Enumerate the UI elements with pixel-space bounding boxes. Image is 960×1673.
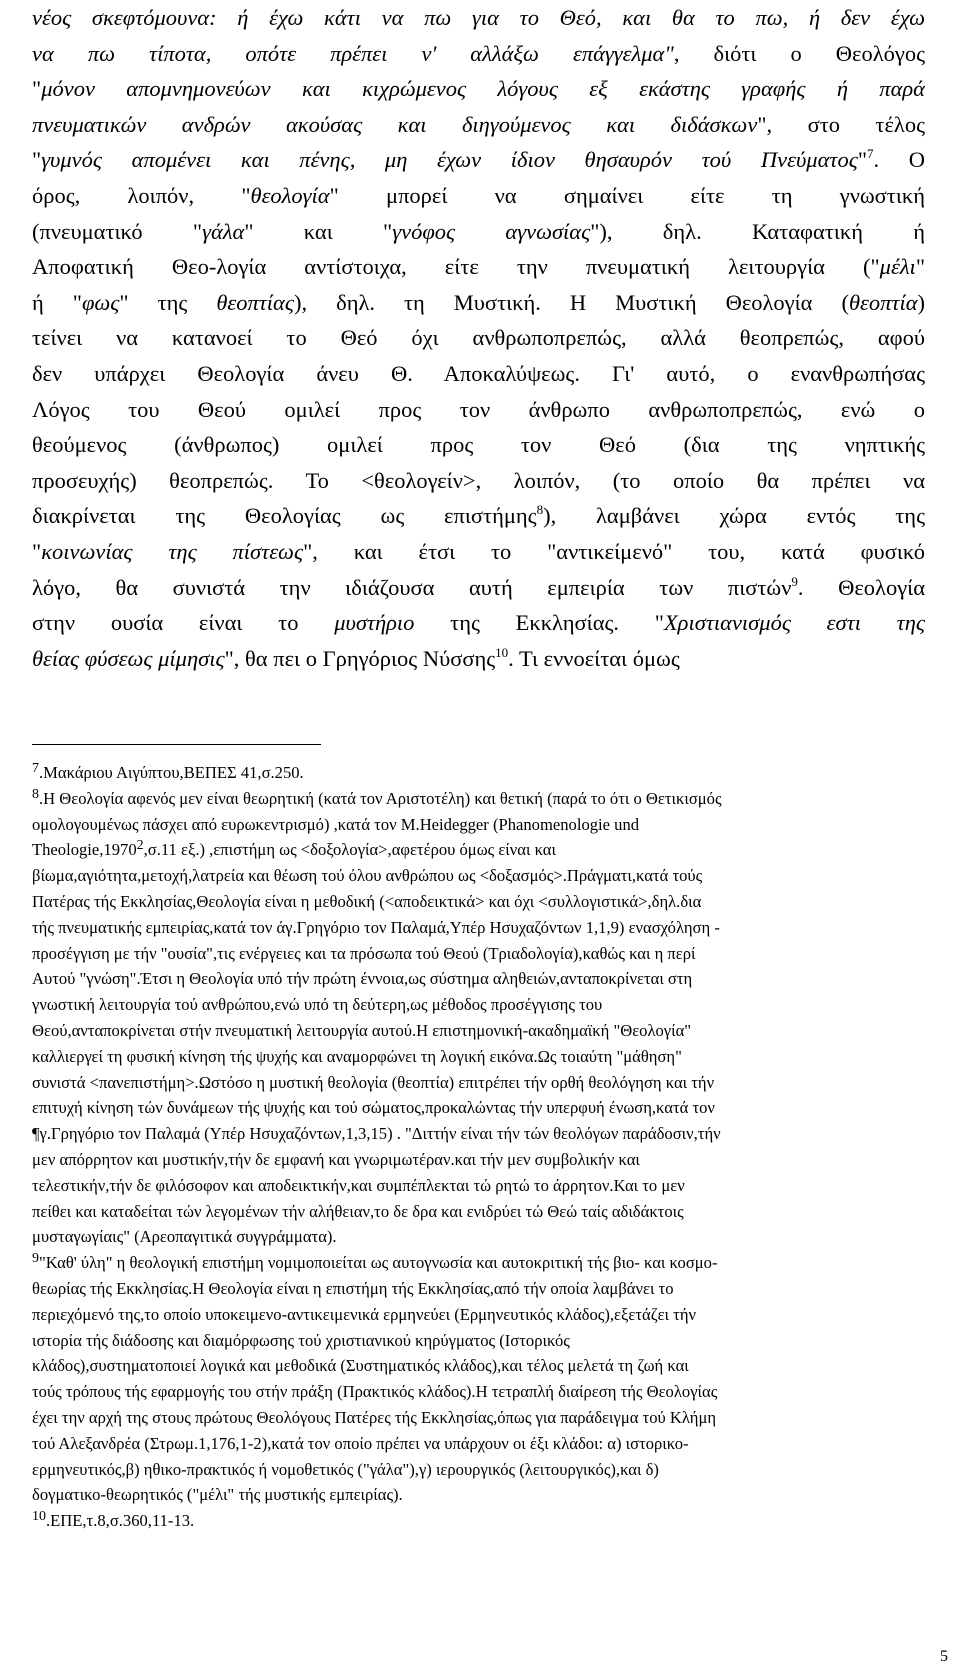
body-line — [32, 356, 925, 392]
footnote-ref: 7 — [867, 146, 874, 162]
footnote-line — [32, 1508, 925, 1534]
text-run: δογματικο-θεωρητικός ("μέλι" τής μυστικής εμπειρίας). — [32, 1485, 403, 1505]
text-run: τελεστικήν,τήν δε φιλόσοφον και αποδεικτικήν,και συμπέπλεκται τώ ρητώ το άρρητον.Και το μεν — [32, 1175, 685, 1195]
text-run: . Τι εννοείται όμως — [508, 645, 680, 671]
footnote-line — [32, 1302, 925, 1328]
text-run: " — [32, 147, 42, 173]
text-run: προσέγγιση με τήν "ουσία",τις ενέργειες και τα πρόσωπα τού Θεού (Τριαδολογία),καθώς και η περί — [32, 943, 696, 963]
text-run: περιεχόμενό της,το οποίο υποκειμενο-αντικειμενικά ερμηνεύει (Ερμηνευτικός κλάδος),εξετάζει τήν — [32, 1304, 697, 1324]
text-run: ", στο τέλος — [757, 111, 925, 137]
text-run: " και " — [244, 218, 393, 244]
text-run: τής πνευματικής εμπειρίας,κατά τον άγ.Γρηγόριο τον Παλαμά,Υπέρ Ησυχαζόντων 1,1,9) ενασχόληση - — [32, 917, 720, 937]
text-run: συνιστά <πανεπιστήμη>.Ωστόσο η μυστική θεολογία (θεοπτία) επιτρέπει τήν ορθή θεολόγηση και τήν — [32, 1072, 715, 1092]
text-run: .Μακάριου Αιγύπτου,ΒΕΠΕΣ 41,σ.250. — [39, 763, 304, 782]
footnote-line — [32, 786, 925, 812]
footnote-number: 8 — [32, 786, 39, 802]
text-run: διακρίνεται της Θεολογίας ως επιστήμης — [32, 503, 537, 529]
text-run: " — [32, 538, 42, 564]
footnote-line — [32, 1250, 925, 1276]
footnote-line — [32, 1147, 925, 1173]
text-run: όρος, λοιπόν, " — [32, 182, 251, 208]
footnote-line — [32, 812, 925, 838]
italic-text: θεοπτίας — [216, 289, 294, 315]
text-run: Αποφατική Θεο-λογία αντίστοιχα, είτε την πνευματική λειτουργία (" — [32, 254, 880, 280]
text-run: μυσταγωγίαις" (Αρεοπαγιτικά συγγράμματα). — [32, 1227, 337, 1247]
footnote-ref: 9 — [791, 573, 798, 589]
text-run: βίωμα,αγιότητα,μετοχή,λατρεία και θέωση τού όλου ανθρώπου ως <δοξασμός>.Πράγματι,κατά τούς — [32, 866, 703, 886]
body-line — [32, 142, 925, 178]
footnote-line — [32, 1070, 925, 1096]
text-run: " — [857, 147, 868, 173]
italic-text: γυμνός απομένει και πένης, μη έχων ίδιον θησαυρόν τού Πνεύματος — [41, 147, 858, 173]
text-run: Λόγος του Θεού ομιλεί προς τον άνθρωπο ανθρωποπρεπώς, ενώ ο — [32, 396, 925, 422]
body-line — [32, 214, 925, 250]
main-text — [32, 0, 925, 676]
footnote-line — [32, 889, 925, 915]
text-run: τείνει να κατανοεί το Θεό όχι ανθρωποπρεπώς, αλλά θεοπρεπώς, αφού — [32, 325, 925, 351]
italic-text: κοινωνίας της πίστεως — [41, 538, 304, 564]
text-run: " — [32, 76, 42, 102]
text-run: ", και έτσι το "αντικείμενό" του, κατά φυσικό — [303, 538, 925, 564]
body-line — [32, 71, 925, 107]
text-run: ¶γ.Γρηγόριο τον Παλαμά (Υπέρ Ησυχαζόντων,1,3,15) . "Διττήν είναι τήν τών θεολόγων παράδοσιν,τήν — [32, 1124, 721, 1144]
text-run: ), λαμβάνει χώρα εντός της — [543, 503, 925, 529]
footnote-line — [32, 837, 925, 863]
footnote-line — [32, 1457, 925, 1483]
footnote-line — [32, 1121, 925, 1147]
text-run: . Ο — [873, 147, 925, 173]
text-run: , διότι ο Θεολόγος — [673, 40, 925, 66]
text-run: της Εκκλησίας. " — [414, 610, 664, 636]
body-line — [32, 107, 925, 143]
text-run: ή " — [32, 289, 82, 315]
text-run: " — [915, 254, 925, 280]
text-run: δεν υπάρχει Θεολογία άνευ Θ. Αποκαλύψεως. Γι' αυτό, ο ενανθρωπήσας — [32, 360, 925, 386]
page-number: 5 — [940, 1648, 948, 1665]
text-run: ) — [917, 289, 925, 315]
body-line — [32, 285, 925, 321]
text-run: τού Αλεξανδρέα (Στρωμ.1,176,1-2),κατά τον οποίο πρέπει να υπάρχουν οι έξι κλάδοι: α) ιστορικο- — [32, 1433, 689, 1453]
footnote-number: 7 — [32, 761, 39, 776]
text-run: "), δηλ. Καταφατική ή — [590, 218, 925, 244]
footnote-line — [32, 1379, 925, 1405]
footnote-ref: 10 — [495, 644, 509, 660]
footnote-number: 2 — [136, 838, 144, 854]
text-run: Theologie,1970 — [32, 840, 137, 860]
footnote-line — [32, 1224, 925, 1250]
footnote-line — [32, 1276, 925, 1302]
footnote-line — [32, 1405, 925, 1431]
text-run: " της — [119, 289, 217, 315]
footnote-line — [32, 966, 925, 992]
text-run: προσευχής) θεοπρεπώς. Το <θεολογείν>, λοιπόν, (το οποίο θα πρέπει να — [32, 467, 925, 493]
footnote-line — [32, 863, 925, 889]
italic-text: μέλι — [879, 254, 916, 280]
text-run: ), δηλ. τη Μυστική. Η Μυστική Θεολογία ( — [294, 289, 849, 315]
body-line — [32, 427, 925, 463]
body-line — [32, 605, 925, 641]
italic-text: θεολογία — [250, 182, 330, 208]
italic-text: γάλα — [202, 218, 245, 244]
text-run: έχει την αρχή της στους πρώτους Θεολόγους Πατέρες τής Εκκλησίας,όπως για παράδειγμα τού Κλήμη — [32, 1407, 717, 1427]
footnote-line — [32, 1328, 925, 1354]
footnote-line — [32, 1018, 925, 1044]
text-run: ", θα πει ο Γρηγόριος Νύσσης — [224, 645, 496, 671]
body-line — [32, 570, 925, 606]
italic-text: Χριστιανισμός εστι της — [663, 610, 925, 636]
body-line — [32, 0, 925, 36]
text-run: Πατέρας τής Εκκλησίας,Θεολογία είναι η μεθοδική (<αποδεικτικά> και όχι <συλλογιστικά>,δηλ.δια — [32, 891, 702, 911]
footnote-line — [32, 992, 925, 1018]
footnote-number: 9 — [32, 1251, 39, 1267]
footnote-separator — [32, 744, 321, 745]
italic-text: μόνον απομνημονεύων και κιχρώμενος λόγους εξ εκάστης γραφής ή παρά — [41, 76, 925, 102]
italic-text: νέος σκεφτόμουνα: ή έχω κάτι να πω για το Θεό, και θα το πω, ή δεν έχω — [32, 5, 925, 30]
text-run: Αυτού "γνώση".Έτσι η Θεολογία υπό τήν πρώτη έννοια,ως σύστημα αληθειών,ανταποκρίνεται στη — [32, 969, 693, 989]
footnote-line — [32, 760, 925, 786]
text-run: "Καθ' ύλη" η θεολογική επιστήμη νομιμοποιείται ως αυτογνωσία και αυτοκριτική τής βιο- και κοσμο- — [39, 1253, 718, 1273]
body-line — [32, 534, 925, 570]
text-run: καλλιεργεί τη φυσική κίνηση τής ψυχής και αναμορφώνει τη λογική εικόνα.Ως τοιαύτη "μάθηση" — [32, 1046, 682, 1066]
italic-text: θεοπτία — [848, 289, 918, 315]
italic-text: μυστήριο — [334, 610, 415, 636]
text-run: μεν απόρρητον και μυστικήν,τήν δε εμφανή και γνωριμωτέραν.και τήν μεν συμβολικήν και — [32, 1149, 640, 1169]
text-run: Θεού,ανταποκρίνεται στήν πνευματική λειτουργία αυτού.Η επιστημονική-ακαδημαϊκή "Θεολογία" — [32, 1020, 692, 1040]
text-run: στην ουσία είναι το — [32, 610, 335, 636]
text-run: (πνευματικό " — [32, 218, 203, 244]
text-run: θεούμενος (άνθρωπος) ομιλεί προς τον Θεό (δια της νηπτικής — [32, 432, 925, 458]
footnotes — [32, 760, 925, 1534]
body-line — [32, 36, 925, 72]
text-run: ερμηνευτικός,β) ηθικο-πρακτικός ή νομοθετικός ("γάλα"),γ) ιερουργικός (λειτουργικός),και δ) — [32, 1459, 659, 1479]
text-run: ιστορία τής διάδοσης και διαμόρφωσης τού χριστιανικού κηρύγματος (Ιστορικός — [32, 1330, 570, 1350]
italic-text: φως — [81, 289, 120, 315]
text-run: " μπορεί να σημαίνει είτε τη γνωστική — [329, 182, 925, 208]
text-run: .ΕΠΕ,τ.8,σ.360,11-13. — [46, 1511, 195, 1531]
text-run: πείθει και καταδείται τών λεγομένων τήν αλήθειαν,το δε δρα και ενιδρύει τώ Θεώ ταίς αδιδάκτοις — [32, 1201, 684, 1221]
footnote-line — [32, 1095, 925, 1121]
text-run: λόγο, θα συνιστά την ιδιάζουσα αυτή εμπειρία των πιστών — [32, 574, 792, 600]
body-line — [32, 641, 925, 677]
body-line — [32, 392, 925, 428]
text-run: θεωρίας τής Εκκλησίας.Η Θεολογία είναι η επιστήμη τής Εκκλησίας,από τήν οποία λαμβάνει το — [32, 1278, 674, 1298]
footnote-line — [32, 1482, 925, 1508]
footnote-line — [32, 941, 925, 967]
text-run: ομολογουμένως πάσχει από ευρωκεντρισμό) ,κατά τον M.Heidegger (Phanomenologie und — [32, 814, 640, 834]
italic-text: γνόφος αγνωσίας — [392, 218, 591, 244]
body-line — [32, 498, 925, 534]
body-line — [32, 320, 925, 356]
footnote-line — [32, 1353, 925, 1379]
body-line — [32, 249, 925, 285]
text-run: γνωστική λειτουργία τού ανθρώπου,ενώ υπό τη δεύτερη,ως μέθοδος προσέγγισης του — [32, 995, 603, 1015]
text-run: επιτυχή κίνηση τών δυνάμεων τής ψυχής και τού σώματος,προκαλώντας τήν υπερφυή ένωση,κατά τον — [32, 1098, 715, 1118]
italic-text: πνευματικών ανδρών ακούσας και διηγούμενος και διδάσκων — [32, 111, 758, 137]
footnote-line — [32, 915, 925, 941]
footnote-line — [32, 1199, 925, 1225]
italic-text: θείας φύσεως μίμησις — [32, 645, 225, 671]
footnote-line — [32, 1173, 925, 1199]
body-line — [32, 178, 925, 214]
text-run: τούς τρόπους τής εφαρμογής του στήν πράξη (Πρακτικός κλάδος).Η τετραπλή διαίρεση τής Θεολογίας — [32, 1382, 718, 1402]
body-line — [32, 463, 925, 499]
footnote-number: 10 — [32, 1509, 46, 1525]
italic-text: να πω τίποτα, οπότε πρέπει ν' αλλάξω επάγγελμα" — [32, 40, 674, 66]
text-run: ,σ.11 εξ.) ,επιστήμη ως <δοξολογία>,αφετέρου όμως είναι και — [143, 840, 556, 860]
text-run: .Η Θεολογία αφενός μεν είναι θεωρητική (κατά τον Αριστοτέλη) και θετική (παρά το ότι ο Θετικισμός — [39, 788, 722, 808]
text-run: κλάδος),συστηματοποιεί λογικά και μεθοδικά (Συστηματικός κλάδος),και τέλος μελετά τη ζωή και — [32, 1356, 689, 1376]
text-run: . Θεολογία — [797, 574, 925, 600]
footnote-line — [32, 1431, 925, 1457]
footnote-ref: 8 — [536, 502, 544, 518]
footnote-line — [32, 1044, 925, 1070]
